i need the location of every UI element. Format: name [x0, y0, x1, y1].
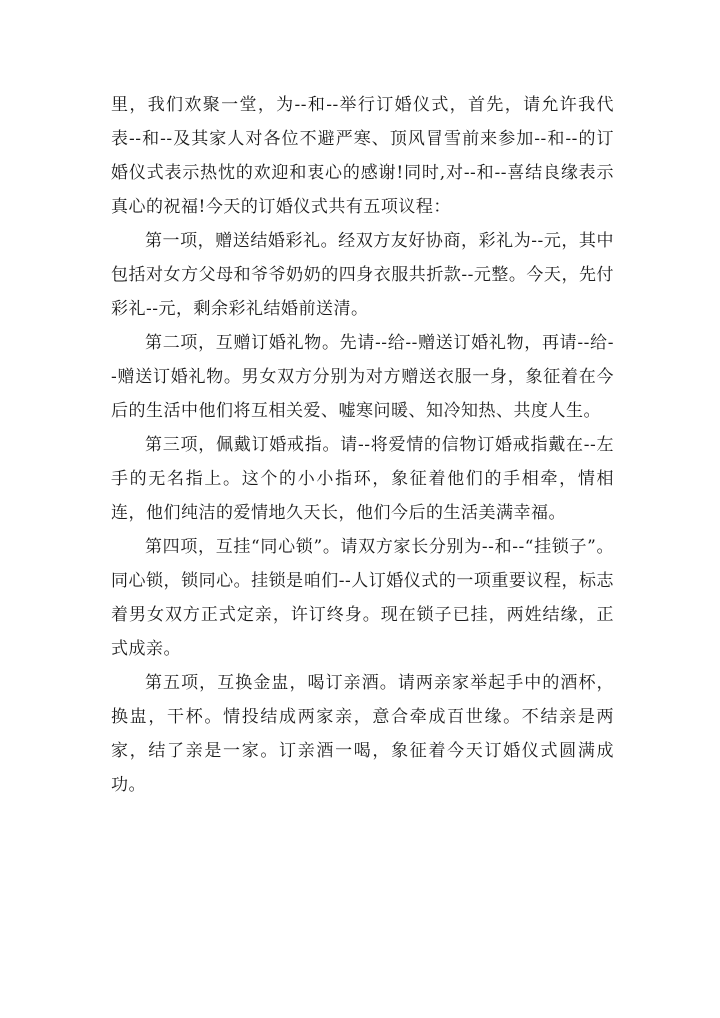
paragraph-item-1-betrothal-gifts: 第一项，赠送结婚彩礼。经双方友好协商，彩礼为--元，其中包括对女方父母和爷爷奶奶的四身衣服共折款--元整。今天，先付彩礼--元，剩余彩礼结婚前送清。	[111, 231, 614, 319]
paragraph-item-3-rings: 第三项，佩戴订婚戒指。请--将爱情的信物订婚戒指戴在--左手的无名指上。这个的小小指环，象征着他们的手相牵，情相连，他们纯洁的爱情地久天长，他们今后的生活美满幸福。	[111, 435, 614, 523]
paragraph-opening: 里，我们欢聚一堂，为--和--举行订婚仪式，首先，请允许我代表--和--及其家人对各位不避严寒、顶风冒雪前来参加--和--的订婚仪式表示热忱的欢迎和衷心的感谢!同时,对--和--喜结良缘表示真心的祝福!今天的订婚仪式共有五项议程：	[111, 95, 614, 217]
paragraph-item-2-exchange-gifts: 第二项，互赠订婚礼物。先请--给--赠送订婚礼物，再请--给--赠送订婚礼物。男女双方分别为对方赠送衣服一身，象征着在今后的生活中他们将互相关爱、嘘寒问暖、知冷知热、共度人生。	[111, 333, 614, 421]
paragraph-item-4-lock: 第四项，互挂“同心锁”。请双方家长分别为--和--“挂锁子”。同心锁，锁同心。挂锁是咱们--人订婚仪式的一项重要议程，标志着男女双方正式定亲，许订终身。现在锁子已挂，两姓结缘，正式成亲。	[111, 537, 614, 659]
document-body	[111, 88, 614, 802]
paragraph-item-5-toast: 第五项，互换金盅，喝订亲酒。请两亲家举起手中的酒杯，换盅，干杯。情投结成两家亲，意合牵成百世缘。不结亲是两家，结了亲是一家。订亲酒一喝，象征着今天订婚仪式圆满成功。	[111, 673, 614, 795]
